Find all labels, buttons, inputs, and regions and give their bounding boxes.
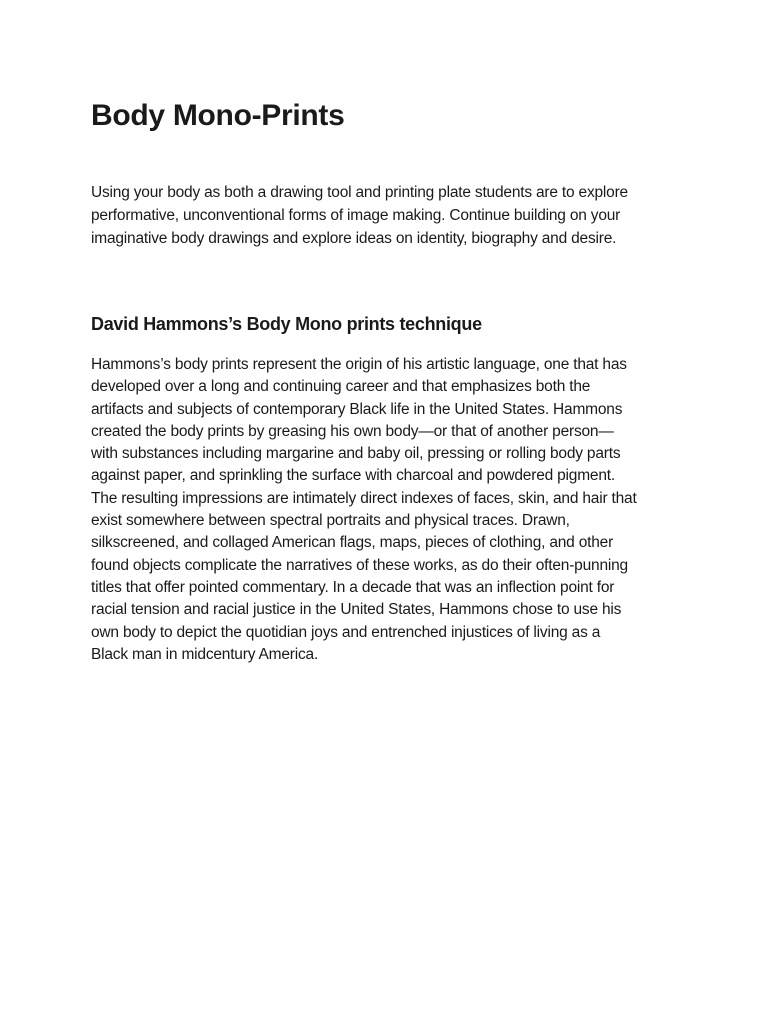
body-line: The resulting impressions are intimately direct indexes of faces, skin, and hair that xyxy=(91,489,637,507)
body-line: developed over a long and continuing career and that emphasizes both the xyxy=(91,378,591,396)
body-paragraph xyxy=(91,354,686,666)
page-title: Body Mono-Prints xyxy=(91,99,345,132)
intro-paragraph xyxy=(91,181,681,250)
body-line: found objects complicate the narratives of these works, as do their often-punning xyxy=(91,556,628,574)
body-line: Hammons’s body prints represent the origin of his artistic language, one that has xyxy=(91,356,627,373)
section-heading: David Hammons’s Body Mono prints technique xyxy=(91,314,482,334)
body-line: created the body prints by greasing his own body—or that of another person— xyxy=(91,422,614,440)
intro-line: Using your body as both a drawing tool and printing plate students are to explore xyxy=(91,184,628,201)
body-line: own body to depict the quotidian joys and entrenched injustices of living as a xyxy=(91,623,601,641)
body-line: titles that offer pointed commentary. In a decade that was an inflection point for xyxy=(91,578,615,596)
body-line: exist somewhere between spectral portraits and physical traces. Drawn, xyxy=(91,512,570,530)
body-line: against paper, and sprinkling the surface with charcoal and powdered pigment. xyxy=(91,467,615,485)
body-line: silkscreened, and collaged American flags, maps, pieces of clothing, and other xyxy=(91,534,614,552)
body-line: racial tension and racial justice in the United States, Hammons chose to use his xyxy=(91,601,622,619)
body-line: Black man in midcentury America. xyxy=(91,645,319,663)
body-line: with substances including margarine and baby oil, pressing or rolling body parts xyxy=(91,445,621,463)
intro-line: performative, unconventional forms of image making. Continue building on your xyxy=(91,207,621,224)
body-line: artifacts and subjects of contemporary Black life in the United States. Hammons xyxy=(91,400,623,418)
intro-line: imaginative body drawings and explore ideas on identity, biography and desire. xyxy=(91,230,617,247)
